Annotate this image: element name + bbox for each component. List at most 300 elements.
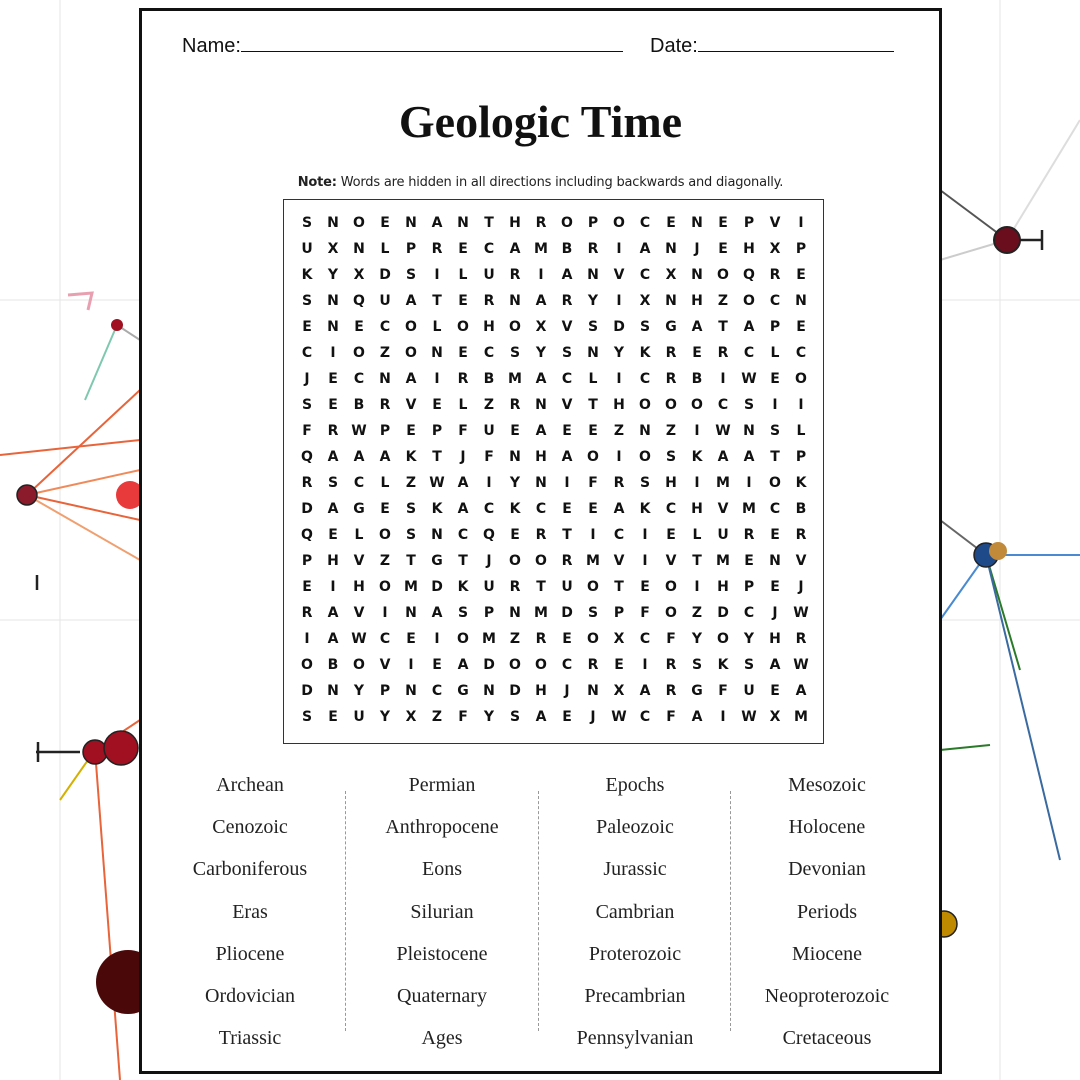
grid-letter[interactable]: X: [613, 683, 625, 699]
grid-letter[interactable]: I: [642, 553, 648, 569]
grid-letter[interactable]: P: [379, 423, 391, 439]
grid-letter[interactable]: E: [770, 371, 780, 387]
grid-letter[interactable]: I: [434, 267, 440, 283]
grid-letter[interactable]: E: [770, 683, 780, 699]
grid-letter[interactable]: G: [431, 553, 443, 569]
grid-letter[interactable]: E: [796, 267, 806, 283]
grid-letter[interactable]: S: [587, 319, 599, 335]
grid-letter[interactable]: D: [613, 319, 625, 335]
grid-letter[interactable]: H: [665, 475, 677, 491]
grid-letter[interactable]: J: [564, 683, 570, 699]
grid-letter[interactable]: E: [588, 501, 598, 517]
grid-letter[interactable]: T: [588, 397, 598, 413]
grid-letter[interactable]: U: [379, 293, 391, 309]
grid-letter[interactable]: L: [458, 397, 468, 413]
grid-letter[interactable]: E: [328, 371, 338, 387]
grid-letter[interactable]: I: [486, 475, 492, 491]
grid-letter[interactable]: M: [794, 709, 808, 725]
grid-letter[interactable]: W: [793, 657, 809, 673]
grid-letter[interactable]: J: [304, 371, 310, 387]
grid-letter[interactable]: T: [484, 215, 494, 231]
grid-letter[interactable]: L: [692, 527, 702, 543]
grid-letter[interactable]: A: [431, 605, 443, 621]
grid-letter[interactable]: N: [665, 241, 677, 257]
grid-letter[interactable]: R: [743, 527, 755, 543]
grid-letter[interactable]: P: [743, 215, 755, 231]
grid-letter[interactable]: C: [717, 397, 729, 413]
grid-letter[interactable]: R: [665, 345, 677, 361]
grid-letter[interactable]: E: [458, 241, 468, 257]
grid-letter[interactable]: Y: [353, 683, 365, 699]
grid-letter[interactable]: H: [509, 215, 521, 231]
grid-letter[interactable]: Z: [717, 293, 729, 309]
grid-letter[interactable]: S: [301, 215, 313, 231]
grid-letter[interactable]: R: [301, 605, 313, 621]
grid-letter[interactable]: H: [535, 449, 547, 465]
grid-letter[interactable]: B: [353, 397, 365, 413]
grid-letter[interactable]: R: [457, 371, 469, 387]
grid-letter[interactable]: O: [509, 319, 521, 335]
grid-letter[interactable]: O: [587, 449, 599, 465]
grid-letter[interactable]: A: [327, 631, 339, 647]
grid-letter[interactable]: N: [535, 475, 547, 491]
grid-letter[interactable]: O: [587, 579, 599, 595]
grid-letter[interactable]: E: [562, 631, 572, 647]
grid-letter[interactable]: E: [640, 579, 650, 595]
grid-letter[interactable]: N: [639, 423, 651, 439]
grid-letter[interactable]: E: [380, 501, 390, 517]
grid-letter[interactable]: V: [795, 553, 807, 569]
grid-letter[interactable]: S: [743, 657, 755, 673]
grid-letter[interactable]: C: [639, 631, 651, 647]
grid-letter[interactable]: L: [380, 241, 390, 257]
grid-letter[interactable]: W: [741, 371, 757, 387]
grid-letter[interactable]: C: [561, 371, 573, 387]
grid-letter[interactable]: C: [431, 683, 443, 699]
grid-letter[interactable]: N: [587, 267, 599, 283]
grid-letter[interactable]: W: [793, 605, 809, 621]
grid-letter[interactable]: M: [716, 553, 730, 569]
grid-letter[interactable]: E: [562, 709, 572, 725]
grid-letter[interactable]: H: [691, 293, 703, 309]
grid-letter[interactable]: T: [432, 293, 442, 309]
grid-letter[interactable]: F: [666, 631, 676, 647]
grid-letter[interactable]: W: [429, 475, 445, 491]
grid-letter[interactable]: Z: [483, 397, 495, 413]
grid-letter[interactable]: A: [639, 683, 651, 699]
grid-letter[interactable]: P: [483, 605, 495, 621]
grid-letter[interactable]: O: [353, 657, 365, 673]
grid-letter[interactable]: I: [434, 631, 440, 647]
grid-letter[interactable]: K: [457, 579, 469, 595]
grid-letter[interactable]: P: [795, 241, 807, 257]
grid-letter[interactable]: X: [327, 241, 339, 257]
grid-letter[interactable]: Q: [301, 449, 313, 465]
grid-letter[interactable]: E: [770, 527, 780, 543]
grid-letter[interactable]: O: [691, 397, 703, 413]
grid-letter[interactable]: T: [718, 319, 728, 335]
grid-letter[interactable]: E: [614, 657, 624, 673]
grid-letter[interactable]: A: [405, 293, 417, 309]
grid-letter[interactable]: O: [717, 267, 729, 283]
grid-letter[interactable]: A: [457, 657, 469, 673]
grid-letter[interactable]: I: [642, 657, 648, 673]
grid-letter[interactable]: M: [586, 553, 600, 569]
grid-letter[interactable]: E: [458, 345, 468, 361]
grid-letter[interactable]: Z: [431, 709, 443, 725]
grid-letter[interactable]: H: [483, 319, 495, 335]
grid-letter[interactable]: F: [302, 423, 312, 439]
grid-letter[interactable]: O: [509, 553, 521, 569]
grid-letter[interactable]: N: [587, 683, 599, 699]
grid-letter[interactable]: B: [327, 657, 339, 673]
grid-letter[interactable]: U: [561, 579, 573, 595]
grid-letter[interactable]: R: [509, 579, 521, 595]
grid-letter[interactable]: N: [509, 449, 521, 465]
grid-letter[interactable]: C: [561, 657, 573, 673]
grid-letter[interactable]: R: [665, 371, 677, 387]
grid-letter[interactable]: O: [405, 319, 417, 335]
grid-letter[interactable]: A: [561, 267, 573, 283]
grid-letter[interactable]: N: [327, 293, 339, 309]
grid-letter[interactable]: K: [509, 501, 521, 517]
grid-letter[interactable]: J: [694, 241, 700, 257]
grid-letter[interactable]: O: [769, 475, 781, 491]
grid-letter[interactable]: O: [457, 631, 469, 647]
grid-letter[interactable]: S: [743, 397, 755, 413]
grid-letter[interactable]: E: [328, 397, 338, 413]
grid-letter[interactable]: O: [301, 657, 313, 673]
grid-letter[interactable]: A: [639, 241, 651, 257]
grid-letter[interactable]: C: [795, 345, 807, 361]
grid-letter[interactable]: K: [301, 267, 313, 283]
grid-letter[interactable]: V: [379, 657, 391, 673]
grid-letter[interactable]: I: [746, 475, 752, 491]
grid-letter[interactable]: P: [795, 449, 807, 465]
grid-letter[interactable]: J: [486, 553, 492, 569]
grid-letter[interactable]: A: [431, 215, 443, 231]
grid-letter[interactable]: A: [535, 709, 547, 725]
grid-letter[interactable]: C: [353, 475, 365, 491]
grid-letter[interactable]: S: [301, 397, 313, 413]
grid-letter[interactable]: U: [483, 267, 495, 283]
grid-letter[interactable]: W: [611, 709, 627, 725]
grid-letter[interactable]: T: [458, 553, 468, 569]
grid-letter[interactable]: R: [327, 423, 339, 439]
grid-letter[interactable]: S: [457, 605, 469, 621]
grid-letter[interactable]: U: [717, 527, 729, 543]
grid-letter[interactable]: R: [665, 683, 677, 699]
grid-letter[interactable]: H: [717, 579, 729, 595]
grid-letter[interactable]: P: [587, 215, 599, 231]
grid-letter[interactable]: G: [457, 683, 469, 699]
grid-letter[interactable]: A: [795, 683, 807, 699]
grid-letter[interactable]: N: [405, 215, 417, 231]
grid-letter[interactable]: N: [795, 293, 807, 309]
grid-letter[interactable]: M: [508, 371, 522, 387]
date-blank-line[interactable]: [698, 31, 894, 52]
grid-letter[interactable]: M: [404, 579, 418, 595]
grid-letter[interactable]: R: [587, 241, 599, 257]
grid-letter[interactable]: Y: [483, 709, 495, 725]
grid-letter[interactable]: K: [639, 345, 651, 361]
grid-letter[interactable]: R: [431, 241, 443, 257]
grid-letter[interactable]: E: [796, 319, 806, 335]
grid-letter[interactable]: C: [379, 319, 391, 335]
grid-letter[interactable]: C: [769, 293, 781, 309]
grid-letter[interactable]: S: [665, 449, 677, 465]
grid-letter[interactable]: U: [743, 683, 755, 699]
grid-letter[interactable]: E: [302, 319, 312, 335]
grid-letter[interactable]: S: [301, 293, 313, 309]
grid-letter[interactable]: N: [457, 215, 469, 231]
grid-letter[interactable]: C: [639, 267, 651, 283]
grid-letter[interactable]: R: [795, 631, 807, 647]
grid-letter[interactable]: V: [717, 501, 729, 517]
grid-letter[interactable]: M: [716, 475, 730, 491]
grid-letter[interactable]: A: [327, 605, 339, 621]
grid-letter[interactable]: P: [301, 553, 313, 569]
grid-letter[interactable]: O: [457, 319, 469, 335]
grid-letter[interactable]: A: [535, 371, 547, 387]
grid-letter[interactable]: W: [351, 631, 367, 647]
grid-letter[interactable]: D: [379, 267, 391, 283]
grid-letter[interactable]: C: [639, 709, 651, 725]
grid-letter[interactable]: H: [743, 241, 755, 257]
grid-letter[interactable]: Z: [379, 553, 391, 569]
grid-letter[interactable]: D: [483, 657, 495, 673]
grid-letter[interactable]: I: [616, 449, 622, 465]
grid-letter[interactable]: X: [665, 267, 677, 283]
grid-letter[interactable]: S: [301, 709, 313, 725]
grid-letter[interactable]: I: [694, 423, 700, 439]
grid-letter[interactable]: A: [535, 423, 547, 439]
grid-letter[interactable]: E: [562, 423, 572, 439]
grid-letter[interactable]: X: [769, 709, 781, 725]
grid-letter[interactable]: N: [327, 215, 339, 231]
grid-letter[interactable]: I: [434, 371, 440, 387]
grid-letter[interactable]: Q: [483, 527, 495, 543]
grid-letter[interactable]: O: [743, 293, 755, 309]
grid-letter[interactable]: J: [798, 579, 804, 595]
grid-letter[interactable]: F: [458, 709, 468, 725]
grid-letter[interactable]: G: [353, 501, 365, 517]
grid-letter[interactable]: G: [691, 683, 703, 699]
grid-letter[interactable]: C: [483, 501, 495, 517]
grid-letter[interactable]: O: [613, 215, 625, 231]
grid-letter[interactable]: I: [798, 215, 804, 231]
grid-letter[interactable]: D: [561, 605, 573, 621]
grid-letter[interactable]: O: [639, 397, 651, 413]
grid-letter[interactable]: P: [769, 319, 781, 335]
grid-letter[interactable]: A: [353, 449, 365, 465]
grid-letter[interactable]: I: [720, 371, 726, 387]
grid-letter[interactable]: S: [561, 345, 573, 361]
grid-letter[interactable]: J: [590, 709, 596, 725]
grid-letter[interactable]: C: [535, 501, 547, 517]
grid-letter[interactable]: M: [534, 605, 548, 621]
grid-letter[interactable]: T: [406, 553, 416, 569]
grid-letter[interactable]: R: [769, 267, 781, 283]
grid-letter[interactable]: X: [769, 241, 781, 257]
grid-letter[interactable]: A: [379, 449, 391, 465]
grid-letter[interactable]: B: [795, 501, 807, 517]
grid-letter[interactable]: E: [744, 553, 754, 569]
grid-letter[interactable]: T: [770, 449, 780, 465]
grid-letter[interactable]: P: [379, 683, 391, 699]
grid-letter[interactable]: X: [639, 293, 651, 309]
grid-letter[interactable]: I: [798, 397, 804, 413]
grid-letter[interactable]: O: [665, 397, 677, 413]
grid-letter[interactable]: D: [301, 683, 313, 699]
grid-letter[interactable]: Q: [353, 293, 365, 309]
date-field[interactable]: [650, 31, 894, 58]
grid-letter[interactable]: I: [408, 657, 414, 673]
grid-letter[interactable]: E: [302, 579, 312, 595]
grid-letter[interactable]: C: [483, 345, 495, 361]
grid-letter[interactable]: Z: [405, 475, 417, 491]
grid-letter[interactable]: O: [535, 657, 547, 673]
grid-letter[interactable]: O: [665, 605, 677, 621]
grid-letter[interactable]: O: [509, 657, 521, 673]
grid-letter[interactable]: L: [588, 371, 598, 387]
grid-letter[interactable]: K: [431, 501, 443, 517]
grid-letter[interactable]: X: [613, 631, 625, 647]
grid-letter[interactable]: O: [639, 449, 651, 465]
grid-letter[interactable]: A: [691, 709, 703, 725]
grid-letter[interactable]: Y: [743, 631, 755, 647]
grid-letter[interactable]: L: [458, 267, 468, 283]
grid-letter[interactable]: E: [510, 423, 520, 439]
grid-letter[interactable]: Q: [743, 267, 755, 283]
grid-letter[interactable]: N: [665, 293, 677, 309]
grid-letter[interactable]: R: [535, 527, 547, 543]
grid-letter[interactable]: P: [743, 579, 755, 595]
grid-letter[interactable]: N: [587, 345, 599, 361]
grid-letter[interactable]: E: [354, 319, 364, 335]
grid-letter[interactable]: M: [482, 631, 496, 647]
grid-letter[interactable]: S: [405, 267, 417, 283]
grid-letter[interactable]: I: [538, 267, 544, 283]
grid-letter[interactable]: U: [353, 709, 365, 725]
grid-letter[interactable]: P: [431, 423, 443, 439]
grid-letter[interactable]: N: [431, 345, 443, 361]
grid-letter[interactable]: R: [717, 345, 729, 361]
grid-letter[interactable]: A: [405, 371, 417, 387]
grid-letter[interactable]: A: [769, 657, 781, 673]
grid-letter[interactable]: A: [717, 449, 729, 465]
grid-letter[interactable]: I: [642, 527, 648, 543]
grid-letter[interactable]: C: [769, 501, 781, 517]
grid-letter[interactable]: H: [353, 579, 365, 595]
grid-letter[interactable]: O: [353, 215, 365, 231]
grid-letter[interactable]: O: [795, 371, 807, 387]
grid-letter[interactable]: N: [327, 683, 339, 699]
grid-letter[interactable]: E: [406, 631, 416, 647]
grid-letter[interactable]: V: [665, 553, 677, 569]
grid-letter[interactable]: E: [328, 709, 338, 725]
grid-letter[interactable]: Y: [509, 475, 521, 491]
grid-letter[interactable]: O: [535, 553, 547, 569]
grid-letter[interactable]: C: [301, 345, 313, 361]
grid-letter[interactable]: A: [561, 449, 573, 465]
grid-letter[interactable]: R: [561, 553, 573, 569]
grid-letter[interactable]: W: [715, 423, 731, 439]
grid-letter[interactable]: O: [587, 631, 599, 647]
grid-letter[interactable]: I: [616, 241, 622, 257]
grid-letter[interactable]: Z: [691, 605, 703, 621]
grid-letter[interactable]: R: [665, 657, 677, 673]
grid-letter[interactable]: U: [483, 423, 495, 439]
grid-letter[interactable]: Z: [613, 423, 625, 439]
grid-letter[interactable]: H: [691, 501, 703, 517]
grid-letter[interactable]: V: [613, 553, 625, 569]
grid-letter[interactable]: H: [613, 397, 625, 413]
grid-letter[interactable]: C: [353, 371, 365, 387]
grid-letter[interactable]: L: [380, 475, 390, 491]
grid-letter[interactable]: D: [301, 501, 313, 517]
grid-letter[interactable]: R: [483, 293, 495, 309]
grid-letter[interactable]: F: [484, 449, 494, 465]
grid-letter[interactable]: Z: [379, 345, 391, 361]
grid-letter[interactable]: G: [665, 319, 677, 335]
grid-letter[interactable]: R: [301, 475, 313, 491]
grid-letter[interactable]: O: [379, 527, 391, 543]
grid-letter[interactable]: E: [666, 527, 676, 543]
name-blank-line[interactable]: [241, 31, 623, 52]
grid-letter[interactable]: U: [301, 241, 313, 257]
grid-letter[interactable]: N: [691, 267, 703, 283]
grid-letter[interactable]: N: [405, 605, 417, 621]
grid-letter[interactable]: A: [509, 241, 521, 257]
grid-letter[interactable]: P: [405, 241, 417, 257]
grid-letter[interactable]: V: [613, 267, 625, 283]
grid-letter[interactable]: C: [613, 527, 625, 543]
grid-letter[interactable]: N: [509, 293, 521, 309]
grid-letter[interactable]: D: [431, 579, 443, 595]
grid-letter[interactable]: Y: [587, 293, 599, 309]
grid-letter[interactable]: I: [564, 475, 570, 491]
grid-letter[interactable]: V: [353, 553, 365, 569]
grid-letter[interactable]: C: [665, 501, 677, 517]
grid-letter[interactable]: V: [405, 397, 417, 413]
grid-letter[interactable]: N: [509, 605, 521, 621]
grid-letter[interactable]: N: [769, 553, 781, 569]
grid-letter[interactable]: K: [717, 657, 729, 673]
grid-letter[interactable]: R: [379, 397, 391, 413]
grid-letter[interactable]: T: [614, 579, 624, 595]
grid-letter[interactable]: O: [353, 345, 365, 361]
grid-letter[interactable]: V: [561, 397, 573, 413]
grid-letter[interactable]: L: [770, 345, 780, 361]
grid-letter[interactable]: V: [561, 319, 573, 335]
grid-letter[interactable]: S: [509, 345, 521, 361]
grid-letter[interactable]: J: [460, 449, 466, 465]
grid-letter[interactable]: Y: [613, 345, 625, 361]
grid-letter[interactable]: N: [379, 371, 391, 387]
grid-letter[interactable]: E: [770, 579, 780, 595]
grid-letter[interactable]: I: [772, 397, 778, 413]
grid-letter[interactable]: R: [561, 293, 573, 309]
grid-letter[interactable]: C: [639, 215, 651, 231]
grid-letter[interactable]: E: [432, 657, 442, 673]
grid-letter[interactable]: R: [795, 527, 807, 543]
grid-letter[interactable]: S: [639, 475, 651, 491]
grid-letter[interactable]: A: [457, 475, 469, 491]
grid-letter[interactable]: S: [327, 475, 339, 491]
grid-letter[interactable]: F: [666, 709, 676, 725]
grid-letter[interactable]: A: [691, 319, 703, 335]
